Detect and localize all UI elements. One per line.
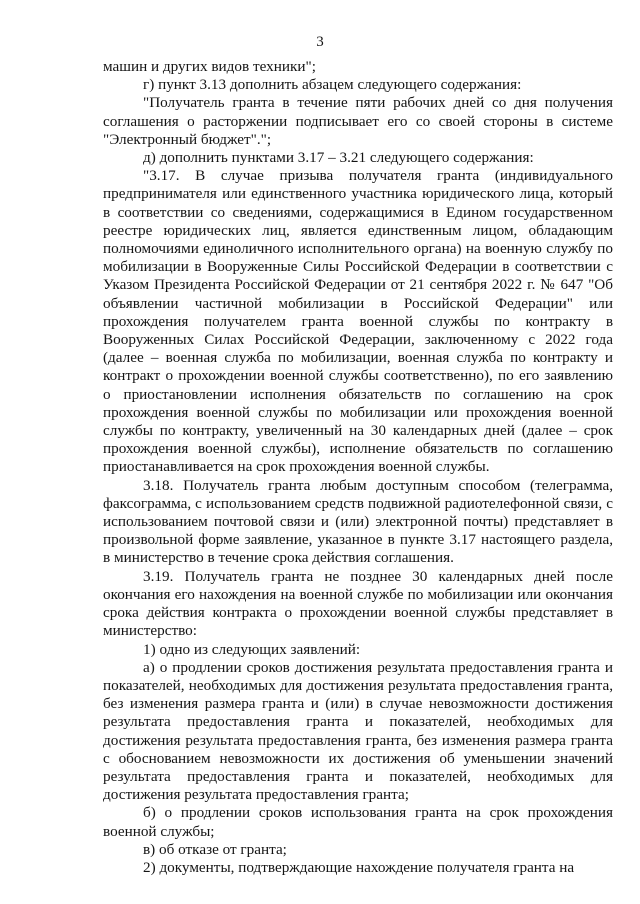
- paragraph: 2) документы, подтверждающие нахождение получателя гранта на: [143, 858, 575, 876]
- paragraph: б) о продлении сроков использования гранта на срок прохождения военной службы;: [103, 804, 613, 840]
- paragraph: 3.19. Получатель гранта не позднее 30 календарных дней после окончания его нахождения на военной службе по мобилизации или окончания срока действия контракта о прохождении военной службы представляет в министерство:: [103, 567, 613, 640]
- paragraph: г) пункт 3.13 дополнить абзацем следующего содержания:: [143, 76, 522, 94]
- paragraph: 1) одно из следующих заявлений:: [143, 640, 361, 658]
- paragraph: 3.18. Получатель гранта любым доступным способом (телеграмма, факсограмма, с использованием средств подвижной радиотелефонной связи, с использованием почтовой связи и (или) электронной почты) представляет в произвольной форме заявление, указанное в пункте 3.17 настоящего раздела, в министерство в течение срока действия соглашения.: [103, 476, 613, 567]
- paragraph: "3.17. В случае призыва получателя гранта (индивидуального предпринимателя или единственного участника юридического лица, который в соответствии со сведениями, содержащимися в Едином государственном реестре юридических лиц, является единственным лицом, обладающим полномочиями единоличного исполнительного органа) на военную службу по мобилизации в Вооруженные Силы Российской Федерации в соответствии с Указом Президента Российской Федерации от 21 сентября 2022 г. № 647 "Об объявлении частичной мобилизации в Российской Федерации" или прохождения получателем гранта военной службы по контракту в Вооруженных Силах Российской Федерации, заключенному с 2022 года (далее – военная служба по мобилизации, военная служба по контракту и контракт о прохождении военной службы соответственно), по его заявлению о приостановлении исполнения обязательств по соглашению на срок прохождения военной службы по мобилизации или прохождения военной службы по контракту, увеличенный на 30 календарных дней (далее – срок прохождения военной службы), исполнение обязательств по соглашению приостанавливается на срок прохождения военной службы.: [103, 167, 613, 476]
- paragraph: а) о продлении сроков достижения результата предоставления гранта и показателей, необходимых для достижения результата предоставления гранта, без изменения размера гранта и (или) в случае невозможности достижения результата предоставления гранта и показателей, необходимых для достижения результата предоставления гранта, без изменения размера гранта с обоснованием невозможности их достижения об уменьшении значений результата предоставления гранта и показателей, необходимых для достижения результата предоставления гранта;: [103, 658, 613, 804]
- paragraph: "Получатель гранта в течение пяти рабочих дней со дня получения соглашения о расторжении подписывает его со своей стороны в системе "Электронный бюджет".";: [103, 94, 613, 148]
- paragraph: машин и других видов техники";: [103, 58, 316, 75]
- document-body: [103, 58, 613, 877]
- paragraph: в) об отказе от гранта;: [143, 840, 287, 858]
- page-number: 3: [316, 34, 324, 50]
- paragraph: д) дополнить пунктами 3.17 – 3.21 следующего содержания:: [143, 149, 534, 167]
